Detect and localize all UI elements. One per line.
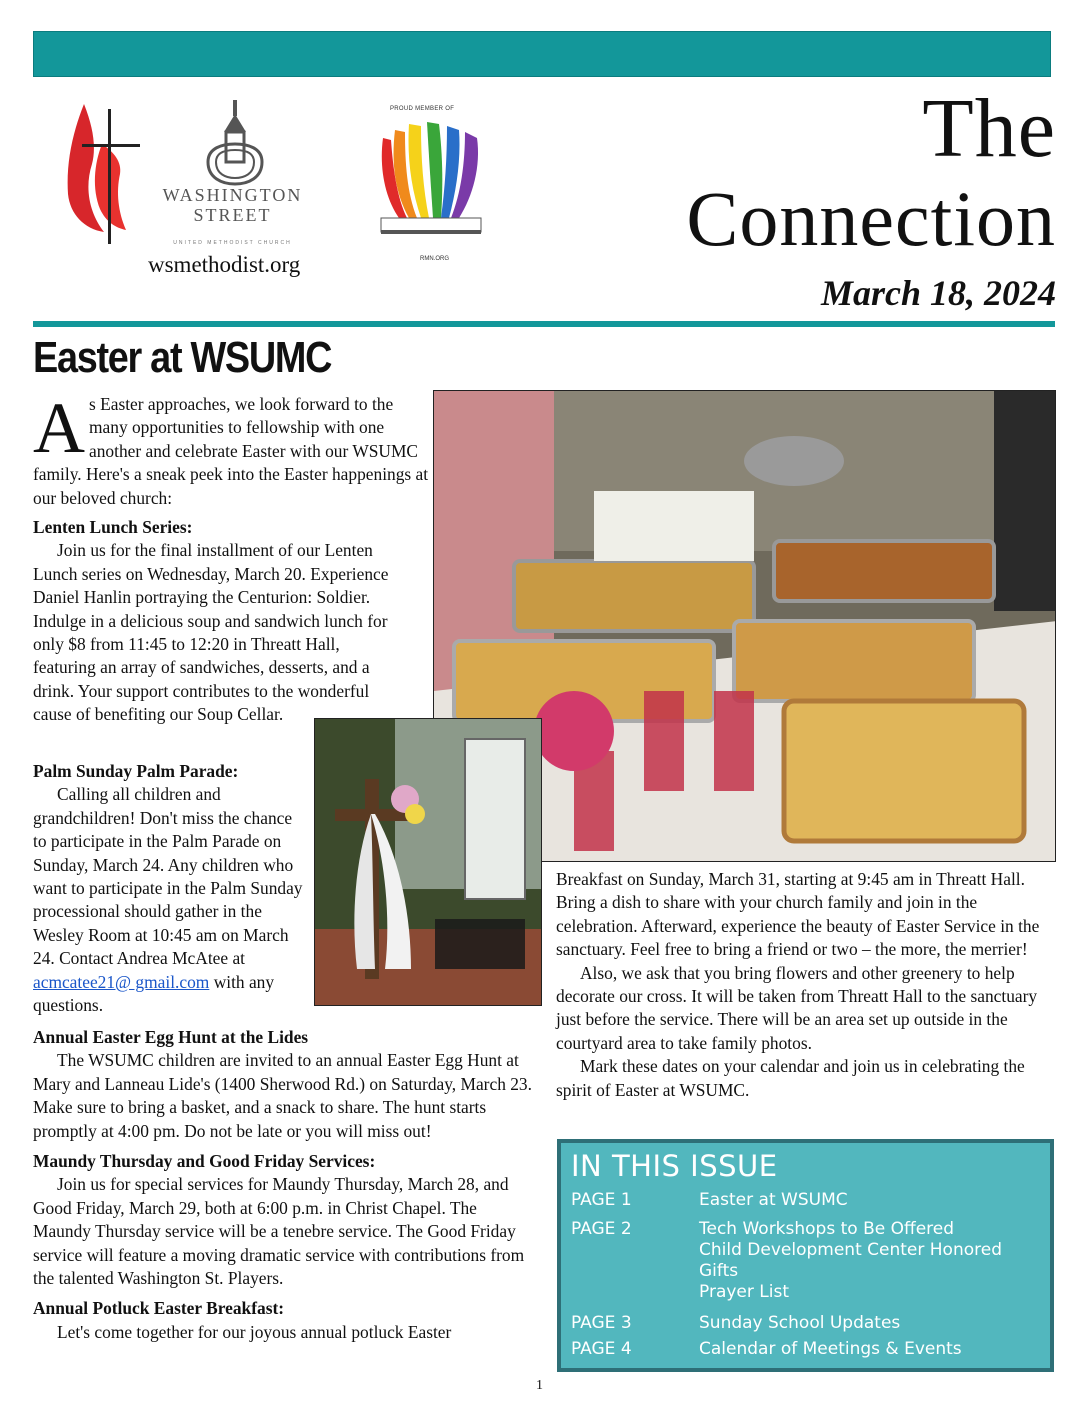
methodist-cross-flame-icon [64,104,144,244]
issue-page: PAGE 1 [571,1190,632,1210]
header-bar [33,31,1051,77]
rmn-url: RMN.ORG [420,256,449,262]
issue-date: March 18, 2024 [820,273,1056,313]
lenten-heading: Lenten Lunch Series: [33,517,193,537]
right-paragraph-3: Mark these dates on your calendar and join us in celebrating the spirit of Easter at WSUMC. [556,1056,1025,1100]
church-name: WASHINGTON STREET [162,185,303,225]
palm-body: Calling all children and grandchildren! Don't miss the chance to participate in the Palm Parade on Sunday, March 24. Any children who want to participate in the Palm Sunday processional should gather in the Wesley Room at 10:45 am on March 24. Contact Andrea McAtee at acmcatee21@ gmail.com with any questions. [33,784,303,1016]
right-paragraph-1: Breakfast on Sunday, March 31, starting at 9:45 am in Threatt Hall. Bring a dish to share with your church family and join in the celebration. Afterward, experience the beauty of Easter Service in the sanctuary. Feel free to bring a friend or two – the more, the merrier! [556,869,1040,960]
in-this-issue-title: IN THIS ISSUE [571,1149,778,1183]
church-subtitle: UNITED METHODIST CHURCH [173,240,292,246]
page-number: 1 [536,1378,543,1393]
issue-item: Calendar of Meetings & Events [699,1339,962,1359]
rmn-proud-member: PROUD MEMBER OF [390,106,455,112]
issue-row[interactable] [571,1339,1051,1361]
potluck-heading: Annual Potluck Easter Breakfast: [33,1298,285,1319]
right-column [556,868,1056,1102]
newsletter-title-line1: The [922,82,1056,175]
issue-item: Tech Workshops to Be Offered [699,1219,955,1239]
header-rule [33,321,1055,327]
lenten-section [33,516,401,727]
in-this-issue-box [557,1139,1054,1372]
drop-cap: A [33,388,85,468]
article-intro: As Easter approaches, we look forward to the many opportunities to fellowship with one another and celebrate Easter with our WSUMC family. Here's a sneak peek into the Easter happenings at our beloved church: [33,388,429,508]
egg-heading: Annual Easter Egg Hunt at the Lides [33,1027,309,1047]
article-headline: Easter at WSUMC [33,333,332,382]
lenten-body: Join us for the final installment of our Lenten Lunch series on Wednesday, March 20. Experience Daniel Hanlin portraying the Centurion: Soldier. Indulge in a delicious soup and sandwich lunch for only $8 from 11:45 to 12:20 in Threatt Hall, featuring an array of sandwiches, desserts, and a drink. Your support contributes to the wonderful cause of benefiting our Soup Cellar. [33,540,389,725]
egg-body: The WSUMC children are invited to an annual Easter Egg Hunt at Mary and Lanneau Lide's (1400 Sherwood Rd.) on Saturday, March 23. Make sure to bring a basket, and a snack to share. The hunt starts promptly at 4:00 pm. Do not be late or you will miss out! [33,1050,532,1141]
issue-page: PAGE 2 [571,1219,632,1239]
issue-row[interactable] [571,1219,1051,1303]
issue-item: Easter at WSUMC [699,1190,848,1210]
rmn-logo-icon [377,118,485,252]
site-url[interactable]: wsmethodist.org [148,252,301,277]
issue-item: Sunday School Updates [699,1313,901,1333]
issue-page: PAGE 4 [571,1339,632,1359]
email-link[interactable]: acmcatee21@ gmail.com [33,971,210,992]
issue-row[interactable] [571,1190,1051,1212]
maundy-heading: Maundy Thursday and Good Friday Services: [33,1151,376,1172]
palm-heading: Palm Sunday Palm Parade: [33,761,239,781]
right-paragraph-2: Also, we ask that you bring flowers and other greenery to help decorate our cross. It will be taken from Threatt Hall to the sanctuary just before the service. There will be an area set up outside in the courtyard area to take family photos. [556,962,1038,1053]
potluck-body: Let's come together for our joyous annual potluck Easter [57,1321,452,1342]
church-steeple-icon [200,100,270,186]
egg-section [33,1026,538,1344]
palm-section [33,760,308,1017]
issue-item: Prayer List [699,1282,789,1302]
maundy-body: Join us for special services for Maundy Thursday, March 28, and Good Friday, March 29, both at 6:00 p.m. in Christ Chapel. The Maundy Thursday service will be a tenebre service. The Good Friday service will feature a moving dramatic service with contributions from the talented Washington St. Players. [33,1174,525,1289]
easter-cross-photo [314,718,542,1006]
newsletter-title-line2: Connection [686,175,1056,262]
issue-page: PAGE 3 [571,1313,632,1333]
issue-item: Gifts [699,1261,739,1281]
issue-item: Child Development Center Honored [699,1240,1002,1260]
issue-row[interactable] [571,1313,1051,1335]
